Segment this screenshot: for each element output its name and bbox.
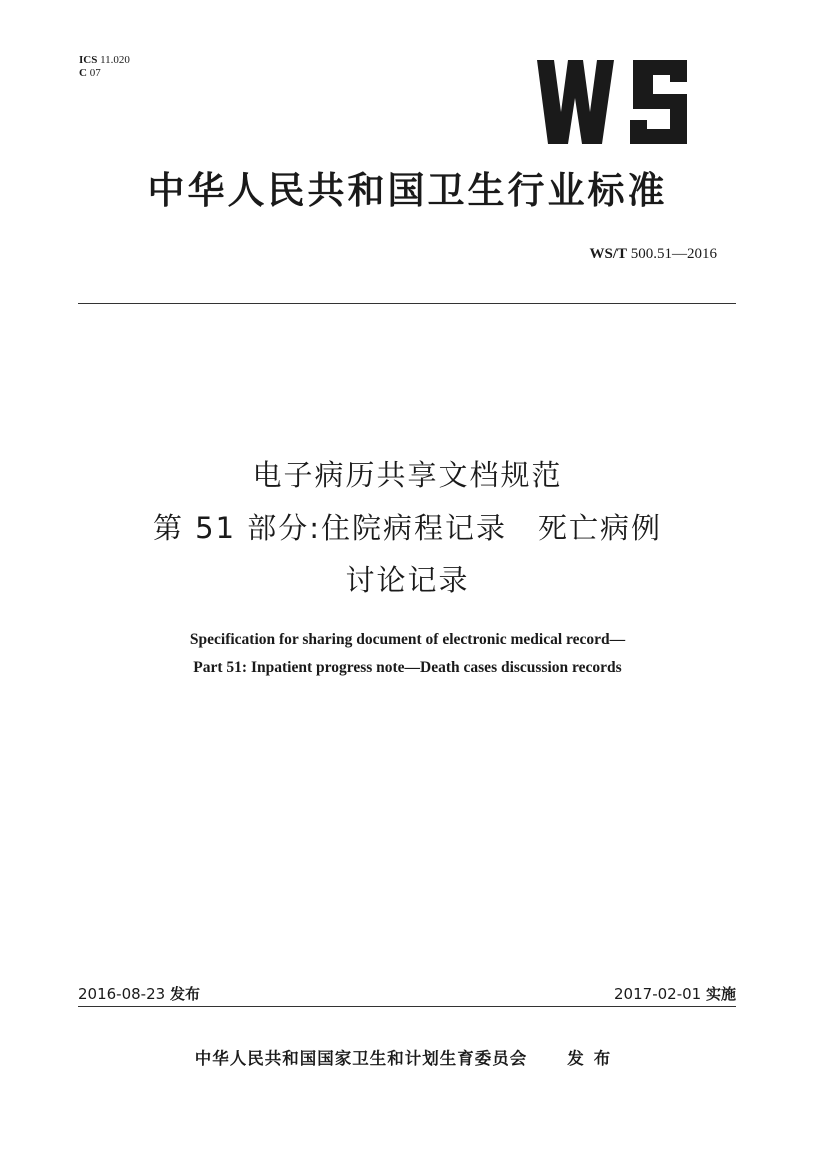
standard-code [589, 246, 717, 263]
standard-code-number: 500.51—2016 [630, 246, 717, 262]
issue-date [78, 983, 200, 1004]
issue-label: 发布 [169, 985, 200, 1003]
title-cn-line2: 第 51 部分:住院病程记录 死亡病例 [152, 511, 663, 545]
footer-divider [78, 1006, 736, 1007]
publisher-name: 中华人民共和国国家卫生和计划生育委员会 [194, 1049, 528, 1068]
publisher [0, 1045, 815, 1069]
implement-date [614, 983, 736, 1004]
standard-title: 中华人民共和国卫生行业标准 [147, 169, 668, 212]
classification-codes [79, 54, 130, 80]
ccs-line [79, 67, 130, 80]
header-divider [78, 303, 736, 304]
title-en-line1: Specification for sharing document of electronic medical record— [189, 631, 626, 648]
ics-label: ICS [79, 54, 98, 66]
implement-date-value: 2017-02-01 [614, 985, 702, 1003]
title-cn-line1: 电子病历共享文档规范 [252, 458, 563, 492]
ics-code: 11.020 [100, 54, 130, 66]
ics-line [79, 54, 130, 67]
title-cn-line3: 讨论记录 [345, 563, 470, 597]
publisher-action: 发布 [567, 1049, 621, 1068]
issue-date-value: 2016-08-23 [78, 985, 166, 1003]
ccs-code: 07 [89, 67, 101, 79]
title-en-line2: Part 51: Inpatient progress note—Death cases discussion records [193, 659, 622, 676]
ws-logo [537, 60, 694, 144]
implement-label: 实施 [705, 985, 736, 1003]
standard-code-prefix: WS/T [589, 246, 627, 262]
ccs-label: C [79, 67, 87, 79]
